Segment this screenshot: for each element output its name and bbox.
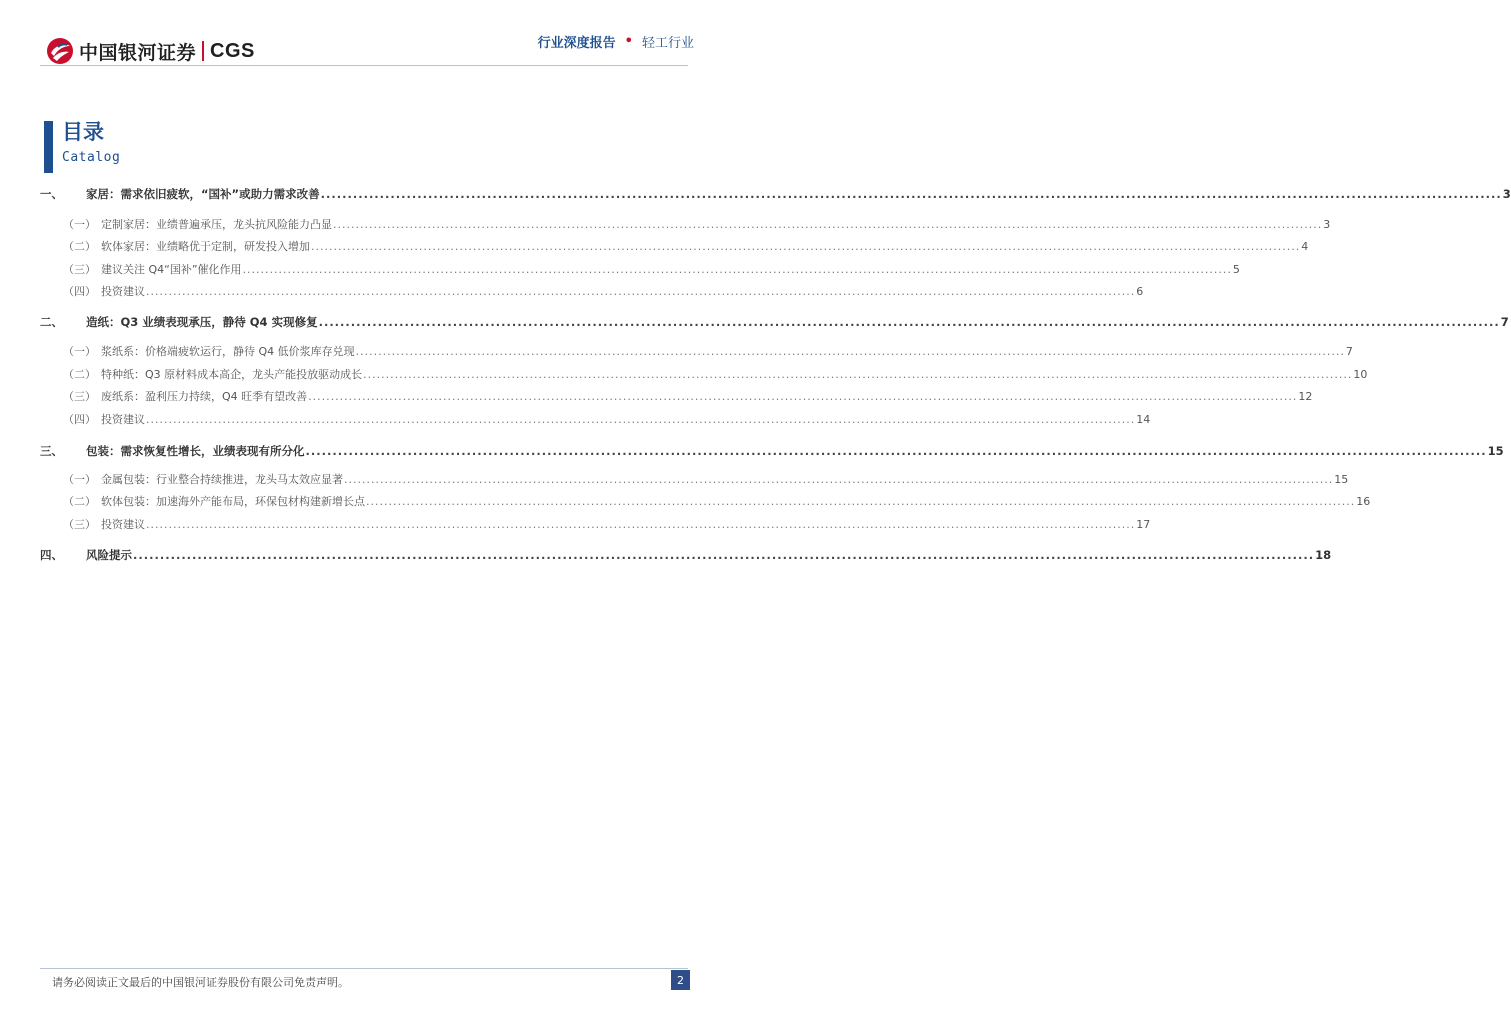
toc-entry-page: 6 (1136, 285, 1144, 298)
catalog-title-cn: 目录 (62, 120, 104, 144)
toc-entry-title: 造纸：Q3 业绩表现承压，静待 Q4 实现修复 (86, 315, 318, 329)
toc-subsection-entry[interactable] (40, 366, 1368, 382)
toc-entry-title: 废纸系：盈利压力持续，Q4 旺季有望改善 (101, 390, 308, 403)
toc-subsection-entry[interactable] (40, 388, 1313, 404)
toc-entry-title: 投资建议 (101, 518, 145, 531)
toc-entry-number: （一） (63, 345, 96, 358)
toc-entry-title: 投资建议 (101, 285, 145, 298)
toc-entry-number: （三） (63, 518, 96, 531)
catalog-title (44, 121, 120, 173)
toc-dot-leader: ............................................................................................................................................................................................................................ (133, 548, 1315, 562)
toc-entry-title: 金属包装：行业整合持续推进，龙头马太效应显著 (101, 473, 343, 486)
header-divider (40, 65, 688, 66)
toc-entry-number: （一） (63, 473, 96, 486)
toc-entry-number: （二） (63, 495, 96, 508)
toc-dot-leader: ............................................................................................................................................................................................................................ (366, 495, 1356, 508)
toc-subsection-entry[interactable] (40, 261, 1240, 277)
toc-dot-leader: ............................................................................................................................................................................................................................ (320, 187, 1502, 201)
toc-section-entry[interactable] (40, 314, 1509, 330)
toc-subsection-entry[interactable] (40, 493, 1371, 509)
toc-entry-page: 14 (1136, 413, 1151, 426)
toc-entry-title: 特种纸：Q3 原材料成本高企，龙头产能投放驱动成长 (101, 368, 363, 381)
toc-subsection-entry[interactable] (40, 343, 1353, 359)
logo-chinese-text: 中国银河证券 (79, 41, 197, 64)
toc-dot-leader: ............................................................................................................................................................................................................................ (311, 240, 1301, 253)
toc-section-entry[interactable] (40, 186, 1511, 202)
toc-dot-leader: ............................................................................................................................................................................................................................ (333, 218, 1323, 231)
header-separator: • (624, 34, 633, 49)
toc-entry-number: （二） (63, 368, 96, 381)
toc-subsection-entry[interactable] (40, 471, 1349, 487)
report-category (538, 32, 694, 51)
logo-english-text: CGS (210, 39, 255, 62)
toc-entry-page: 17 (1136, 518, 1151, 531)
toc-dot-leader: ............................................................................................................................................................................................................................ (363, 368, 1353, 381)
toc-entry-page: 10 (1353, 368, 1368, 381)
toc-subsection-entry[interactable] (40, 411, 1151, 427)
toc-entry-title: 家居：需求依旧疲软，“国补”或助力需求改善 (86, 187, 320, 201)
toc-entry-title: 包装：需求恢复性增长，业绩表现有所分化 (86, 444, 305, 458)
toc-entry-number: 二、 (40, 315, 63, 329)
disclaimer-text: 请务必阅读正文最后的中国银河证券股份有限公司免责声明。 (52, 976, 349, 989)
brand-logo (46, 37, 255, 65)
toc-entry-page: 7 (1500, 315, 1509, 329)
toc-entry-page: 7 (1345, 345, 1353, 358)
toc-entry-title: 浆纸系：价格端疲软运行，静待 Q4 低价浆库存兑现 (101, 345, 355, 358)
toc-dot-leader: ............................................................................................................................................................................................................................ (146, 518, 1136, 531)
logo-divider (202, 41, 204, 61)
toc-dot-leader: ............................................................................................................................................................................................................................ (344, 473, 1334, 486)
toc-entry-title: 软体包装：加速海外产能布局，环保包材构建新增长点 (101, 495, 365, 508)
toc-entry-page: 18 (1315, 548, 1332, 562)
toc-entry-page: 15 (1334, 473, 1349, 486)
toc-entry-page: 3 (1323, 218, 1331, 231)
page-header (0, 0, 724, 80)
toc-entry-title: 投资建议 (101, 413, 145, 426)
galaxy-logo-icon (46, 37, 74, 65)
toc-entry-number: （四） (63, 285, 96, 298)
toc-dot-leader: ............................................................................................................................................................................................................................ (242, 263, 1232, 276)
toc-entry-title: 建议关注 Q4“国补”催化作用 (101, 263, 242, 276)
toc-entry-number: 一、 (40, 187, 63, 201)
toc-subsection-entry[interactable] (40, 516, 1151, 532)
toc-entry-number: （一） (63, 218, 96, 231)
toc-entry-number: 三、 (40, 444, 63, 458)
toc-entry-title: 软体家居：业绩略优于定制，研发投入增加 (101, 240, 310, 253)
toc-subsection-entry[interactable] (40, 238, 1309, 254)
toc-section-entry[interactable] (40, 547, 1332, 563)
industry-label: 轻工行业 (641, 36, 694, 51)
toc-entry-page: 3 (1502, 187, 1511, 201)
toc-subsection-entry[interactable] (40, 283, 1144, 299)
toc-dot-leader: ............................................................................................................................................................................................................................ (308, 390, 1298, 403)
catalog-title-en: Catalog (62, 150, 121, 165)
toc-dot-leader: ............................................................................................................................................................................................................................ (146, 285, 1136, 298)
toc-dot-leader: ............................................................................................................................................................................................................................ (318, 315, 1500, 329)
page-number: 2 (671, 970, 690, 990)
footer-divider (40, 968, 688, 969)
toc-entry-page: 4 (1301, 240, 1309, 253)
toc-entry-page: 16 (1356, 495, 1371, 508)
toc-entry-number: 四、 (40, 548, 63, 562)
toc-dot-leader: ............................................................................................................................................................................................................................ (355, 345, 1345, 358)
toc-subsection-entry[interactable] (40, 216, 1331, 232)
toc-entry-page: 5 (1232, 263, 1240, 276)
toc-entry-page: 15 (1487, 444, 1504, 458)
toc-dot-leader: ............................................................................................................................................................................................................................ (305, 444, 1487, 458)
toc-entry-number: （三） (63, 263, 96, 276)
toc-entry-title: 风险提示 (86, 548, 132, 562)
toc-entry-page: 12 (1298, 390, 1313, 403)
toc-entry-number: （四） (63, 413, 96, 426)
toc-entry-title: 定制家居：业绩普遍承压，龙头抗风险能力凸显 (101, 218, 332, 231)
report-type-label: 行业深度报告 (537, 36, 616, 51)
title-accent-bar (44, 121, 53, 173)
toc-dot-leader: ............................................................................................................................................................................................................................ (146, 413, 1136, 426)
toc-section-entry[interactable] (40, 443, 1504, 459)
toc-entry-number: （三） (63, 390, 96, 403)
toc-entry-number: （二） (63, 240, 96, 253)
